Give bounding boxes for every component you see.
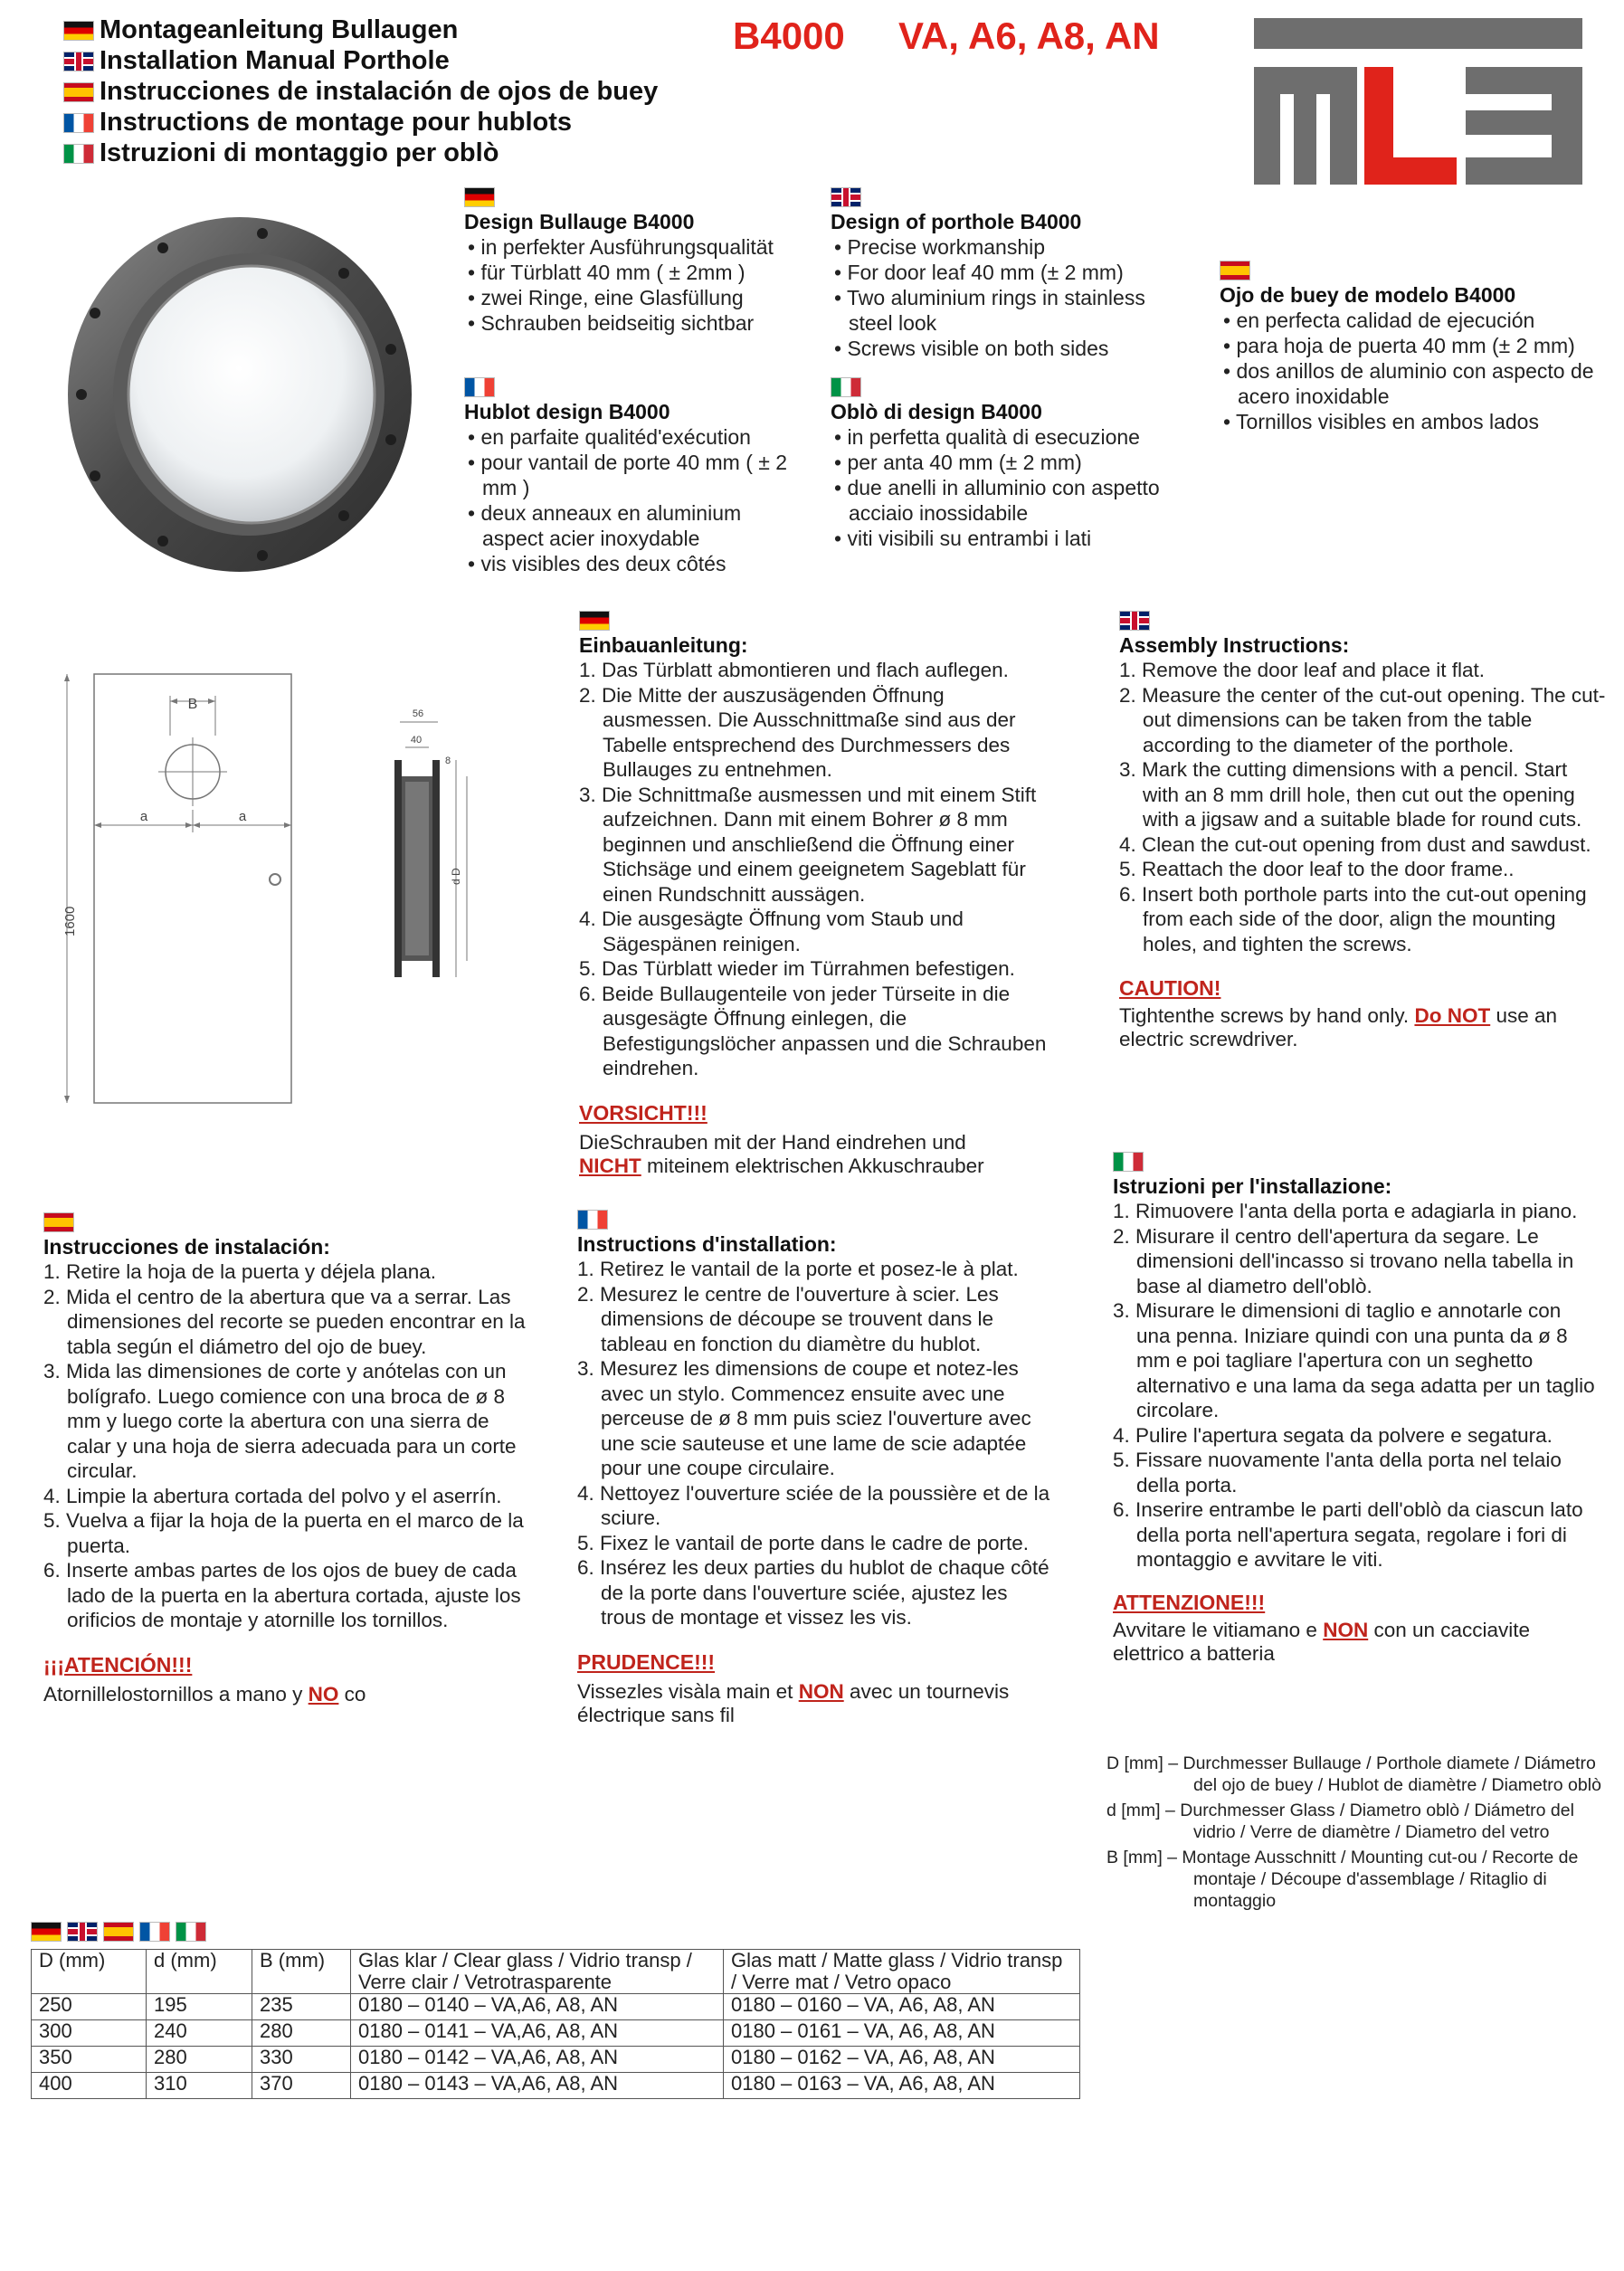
flag-es-icon [43, 1212, 74, 1232]
porthole-photo-icon [54, 214, 416, 575]
assembly-de-steps [579, 658, 1059, 1081]
table-cell: 350 [32, 2047, 147, 2073]
table-cell: 0180 – 0161 – VA, A6, A8, AN [724, 2020, 1080, 2047]
table-cell: 310 [147, 2073, 252, 2099]
assembly-de [579, 611, 1059, 1178]
design-fr-list [464, 424, 799, 576]
design-gb [831, 187, 1174, 361]
list-item: 3. Mesurez les dimensions de coupe et notez-les avec un stylo. Commencez ensuite avec une perceuse de ø 8 mm puis sciez l'ouverture avec une scie sauteuse et une lame de scie adaptée pour une coupe circulaire. [577, 1357, 1031, 1479]
list-item: 4. Clean the cut-out opening from dust and sawdust. [1119, 832, 1591, 856]
mlb-logo-icon [1249, 13, 1588, 190]
list-item: 3. Mida las dimensiones de corte y anótelas con un bolígrafo. Luego comience con una broca de ø 8 mm y luego corte la abertura con una sierra de calar y una hoja de sierra adecuada para un corte circular. [43, 1360, 517, 1482]
legend-item-D: D [mm] – Durchmesser Bullauge / Porthole diamete / Diámetro del ojo de buey / Hublot de diamètre / Diametro oblò [1106, 1753, 1601, 1795]
warning-text-fr: Vissezles visàla main et NON avec un tournevis électrique sans fil [577, 1679, 1010, 1726]
table-cell: 0180 – 0162 – VA, A6, A8, AN [724, 2047, 1080, 2073]
design-es-list [1220, 308, 1609, 434]
table-row [32, 1994, 1080, 2020]
assembly-fr-steps [577, 1257, 1052, 1630]
list-item: • dos anillos de aluminio con aspecto de acero inoxidable [1220, 358, 1609, 409]
list-item: 1. Rimuovere l'anta della porta e adagiarla in piano. [1113, 1200, 1578, 1222]
list-item: • For door leaf 40 mm (± 2 mm) [831, 260, 1174, 285]
list-item: 1. Retire la hoja de la puerta y déjela plana. [43, 1260, 437, 1283]
list-item: • zwei Ringe, eine Glasfüllung [464, 285, 817, 310]
table-header-row [32, 1950, 1080, 1994]
flag-fr-icon [139, 1922, 170, 1942]
list-item: 4. Limpie la abertura cortada del polvo y el aserrín. [43, 1484, 502, 1507]
design-gb-list [831, 234, 1174, 361]
flag-fr-icon [63, 113, 94, 133]
list-item: 4. Die ausgesägte Öffnung vom Staub und Sägespänen reinigen. [579, 907, 964, 955]
list-item: 5. Fixez le vantail de porte dans le cadre de porte. [577, 1531, 1030, 1554]
assembly-fr [577, 1210, 1052, 1727]
warning-title-es: ¡¡¡ATENCIÓN!!! [43, 1652, 193, 1677]
assembly-fr-title: Instructions d'installation: [577, 1232, 837, 1256]
door-drawing [54, 665, 308, 1113]
dimension-legend [1106, 1753, 1604, 1915]
list-item: • für Türblatt 40 mm ( ± 2mm ) [464, 260, 817, 285]
list-item: • Two aluminium rings in stainless steel look [831, 285, 1174, 336]
list-item: 3. Misurare le dimensioni di taglio e annotarle con una penna. Iniziare quindi con una punta da ø 8 mm e poi tagliare l'apertura con un seghetto alternativo e una lama da sega adatta per un taglio circolare. [1113, 1299, 1595, 1421]
title-fr: Instructions de montage pour hublots [100, 108, 572, 137]
model-number: B4000 [733, 14, 845, 57]
list-item: 3. Mark the cutting dimensions with a pencil. Start with an 8 mm drill hole, then cut out the opening with a jigsaw and a suitable blade for round cuts. [1119, 758, 1582, 831]
design-de-title: Design Bullauge B4000 [464, 210, 695, 233]
flag-gb-icon [67, 1922, 98, 1942]
design-it-list [831, 424, 1192, 551]
list-item: 6. Beide Bullaugenteile von jeder Türseite in die ausgesägte Öffnung einlegen, die Befestigungslöcher anpassen und die Schrauben eindrehen. [579, 982, 1047, 1079]
list-item: • Schrauben beidseitig sichtbar [464, 310, 817, 336]
list-item: • Screws visible on both sides [831, 336, 1174, 361]
assembly-es [43, 1212, 527, 1706]
table-cell: 195 [147, 1994, 252, 2020]
table-header: B (mm) [252, 1950, 351, 1994]
list-item: 4. Pulire l'apertura segata da polvere e segatura. [1113, 1423, 1553, 1447]
label-dD: d D [450, 868, 462, 885]
flag-fr-icon [577, 1210, 608, 1230]
table-cell: 300 [32, 2020, 147, 2047]
table-cell: 0180 – 0142 – VA,A6, A8, AN [351, 2047, 724, 2073]
list-item: 6. Insert both porthole parts into the cut-out opening from each side of the door, align the mounting holes, and tighten the screws. [1119, 882, 1587, 955]
flag-de-icon [579, 611, 610, 631]
list-item: • due anelli in alluminio con aspetto acciaio inossidabile [831, 475, 1192, 526]
label-1600: 1600 [62, 906, 78, 936]
list-item: 4. Nettoyez l'ouverture sciée de la poussière et de la sciure. [577, 1481, 1050, 1529]
title-es: Instrucciones de instalación de ojos de buey [100, 77, 659, 106]
list-item: • in perfekter Ausführungsqualität [464, 234, 817, 260]
design-es [1220, 261, 1609, 434]
warning-text-it: Avvitare le vitiamano e NON con un cacciavite elettrico a batteria [1113, 1618, 1531, 1665]
flag-it-icon [1113, 1152, 1144, 1172]
list-item: • vis visibles des deux côtés [464, 551, 799, 576]
flag-it-icon [831, 377, 861, 397]
flag-gb-icon [831, 187, 861, 207]
design-fr-title: Hublot design B4000 [464, 400, 670, 423]
list-item: 2. Mesurez le centre de l'ouverture à scier. Les dimensions de découpe se trouvent dans le tableau en fonction du diamètre du hublot. [577, 1282, 999, 1355]
table-cell: 0180 – 0143 – VA,A6, A8, AN [351, 2073, 724, 2099]
table-cell: 0180 – 0160 – VA, A6, A8, AN [724, 1994, 1080, 2020]
table-header: Glas matt / Matte glass / Vidrio transp / Verre mat / Vetro opaco [724, 1950, 1080, 1994]
table-row [32, 2020, 1080, 2047]
list-item: • deux anneaux en aluminium aspect acier inoxydable [464, 500, 799, 551]
list-item: 2. Mida el centro de la abertura que va a serrar. Las dimensiones del recorte se pueden encontrar en la tabla según el diámetro del ojo de buey. [43, 1285, 526, 1358]
list-item: • pour vantail de porte 40 mm ( ± 2 mm ) [464, 450, 799, 500]
porthole-section-drawing [362, 704, 507, 1002]
flag-gb-icon [63, 52, 94, 71]
list-item: 2. Misurare il centro dell'apertura da segare. Le dimensioni dell'incasso si trovano nella tabella in base al diametro dell'oblò. [1113, 1224, 1574, 1297]
list-item: 6. Insérez les deux parties du hublot de chaque côté de la porte dans l'ouverture sciée, ajustez les trous de montage et vissez les vis. [577, 1556, 1049, 1629]
model-variants: VA, A6, A8, AN [898, 14, 1160, 57]
list-item: 5. Das Türblatt wieder im Türrahmen befestigen. [579, 957, 1015, 980]
list-item: • per anta 40 mm (± 2 mm) [831, 450, 1192, 475]
table-cell: 0180 – 0163 – VA, A6, A8, AN [724, 2073, 1080, 2099]
table-cell: 250 [32, 1994, 147, 2020]
assembly-it [1113, 1152, 1600, 1666]
design-fr [464, 377, 799, 576]
list-item: 1. Remove the door leaf and place it flat. [1119, 659, 1485, 681]
title-gb: Installation Manual Porthole [100, 46, 450, 75]
design-it-title: Oblò di design B4000 [831, 400, 1042, 423]
design-de [464, 187, 817, 336]
label-56: 56 [412, 708, 424, 719]
table-header: Glas klar / Clear glass / Vidrio transp / Verre clair / Vetrotrasparente [351, 1950, 724, 1994]
table-cell: 0180 – 0140 – VA,A6, A8, AN [351, 1994, 724, 2020]
assembly-it-steps [1113, 1199, 1600, 1573]
flag-de-icon [63, 21, 94, 41]
label-b: B [187, 697, 198, 712]
flag-it-icon [176, 1922, 206, 1942]
table-cell: 370 [252, 2073, 351, 2099]
list-item: 5. Fissare nuovamente l'anta della porta nel telaio della porta. [1113, 1449, 1562, 1497]
label-a-right: a [238, 809, 247, 824]
table-cell: 0180 – 0141 – VA,A6, A8, AN [351, 2020, 724, 2047]
warning-title-it: ATTENZIONE!!! [1113, 1590, 1266, 1614]
list-item: • Tornillos visibles en ambos lados [1220, 409, 1609, 434]
flag-es-icon [1220, 261, 1250, 280]
list-item: • viti visibili su entrambi i lati [831, 526, 1192, 551]
flag-de-icon [31, 1922, 62, 1942]
assembly-gb [1119, 611, 1608, 1051]
list-item: 2. Die Mitte der auszusägenden Öffnung ausmessen. Die Ausschnittmaße sind aus der Tabelle entsprechend des Durchmessers des Bullauges zu entnehmen. [579, 683, 1016, 781]
table-header: d (mm) [147, 1950, 252, 1994]
list-item: • en parfaite qualitéd'exécution [464, 424, 799, 450]
warning-title-gb: CAUTION! [1119, 976, 1221, 1000]
list-item: 1. Retirez le vantail de la porte et posez-le à plat. [577, 1258, 1019, 1280]
list-item: • para hoja de puerta 40 mm (± 2 mm) [1220, 333, 1609, 358]
design-de-list [464, 234, 817, 336]
flag-fr-icon [464, 377, 495, 397]
warning-text-gb: Tightenthe screws by hand only. Do NOT use an electric screwdriver. [1119, 1004, 1558, 1050]
warning-title-fr: PRUDENCE!!! [577, 1649, 716, 1674]
design-gb-title: Design of porthole B4000 [831, 210, 1082, 233]
table-cell: 330 [252, 2047, 351, 2073]
assembly-gb-steps [1119, 658, 1608, 956]
table-cell: 235 [252, 1994, 351, 2020]
table-header: D (mm) [32, 1950, 147, 1994]
table-row [32, 2047, 1080, 2073]
warning-text-es: Atornillelostornillos a mano y NO co [43, 1682, 366, 1706]
table-cell: 400 [32, 2073, 147, 2099]
table-cell: 280 [252, 2020, 351, 2047]
header-titles [63, 14, 658, 168]
legend-item-B: B [mm] – Montage Ausschnitt / Mounting cut-ou / Recorte de montaje / Découpe d'assemblage / Ritaglio di montaggio [1106, 1848, 1579, 1911]
list-item: 6. Inserte ambas partes de los ojos de buey de cada lado de la puerta en la abertura cortada, ajuste los orificios de montaje y atornille los tornillos. [43, 1559, 521, 1631]
title-de: Montageanleitung Bullaugen [100, 15, 459, 44]
list-item: 5. Reattach the door leaf to the door frame.. [1119, 858, 1515, 880]
assembly-de-title: Einbauanleitung: [579, 633, 748, 657]
warning-text-de: DieSchrauben mit der Hand eindrehen und NICHT miteinem elektrischen Akkuschrauber [579, 1130, 984, 1177]
list-item: 1. Das Türblatt abmontieren und flach auflegen. [579, 659, 1009, 681]
design-it [831, 377, 1192, 551]
flag-it-icon [63, 144, 94, 164]
list-item: 3. Die Schnittmaße ausmessen und mit einem Stift aufzeichnen. Dann mit einem Bohrer ø 8 mm beginnen und anschließend die Öffnung einer Stichsäge und einem geeignetem Sageblatt für einen Rundschnitt aussägen. [579, 783, 1037, 906]
list-item: 5. Vuelva a fijar la hoja de la puerta en el marco de la puerta. [43, 1509, 524, 1557]
label-40: 40 [410, 735, 423, 746]
list-item: • Precise workmanship [831, 234, 1174, 260]
flag-es-icon [103, 1922, 134, 1942]
warning-title-de: VORSICHT!!! [579, 1100, 708, 1125]
table-cell: 280 [147, 2047, 252, 2073]
assembly-it-title: Istruzioni per l'installazione: [1113, 1174, 1392, 1198]
title-it: Istruzioni di montaggio per oblò [100, 138, 499, 167]
size-table [31, 1949, 1080, 2099]
flag-gb-icon [1119, 611, 1150, 631]
label-a-left: a [139, 809, 148, 824]
flag-de-icon [464, 187, 495, 207]
assembly-es-steps [43, 1259, 527, 1633]
table-flags [31, 1922, 212, 1942]
list-item: • en perfecta calidad de ejecución [1220, 308, 1609, 333]
assembly-es-title: Instrucciones de instalación: [43, 1235, 330, 1259]
list-item: • in perfetta qualità di esecuzione [831, 424, 1192, 450]
design-es-title: Ojo de buey de modelo B4000 [1220, 283, 1516, 307]
assembly-gb-title: Assembly Instructions: [1119, 633, 1350, 657]
legend-item-d: d [mm] – Durchmesser Glass / Diametro oblò / Diámetro del vidrio / Verre de diamètre / Diametro del vetro [1106, 1801, 1574, 1842]
flag-es-icon [63, 82, 94, 102]
table-row [32, 2073, 1080, 2099]
list-item: 6. Inserire entrambe le parti dell'oblò da ciascun lato della porta nell'apertura segata, regolare i fori di montaggio e avvitare le viti. [1113, 1498, 1583, 1571]
list-item: 2. Measure the center of the cut-out opening. The cut-out dimensions can be taken from the table according to the diameter of the porthole. [1119, 683, 1606, 756]
label-8: 8 [445, 755, 451, 766]
table-cell: 240 [147, 2020, 252, 2047]
